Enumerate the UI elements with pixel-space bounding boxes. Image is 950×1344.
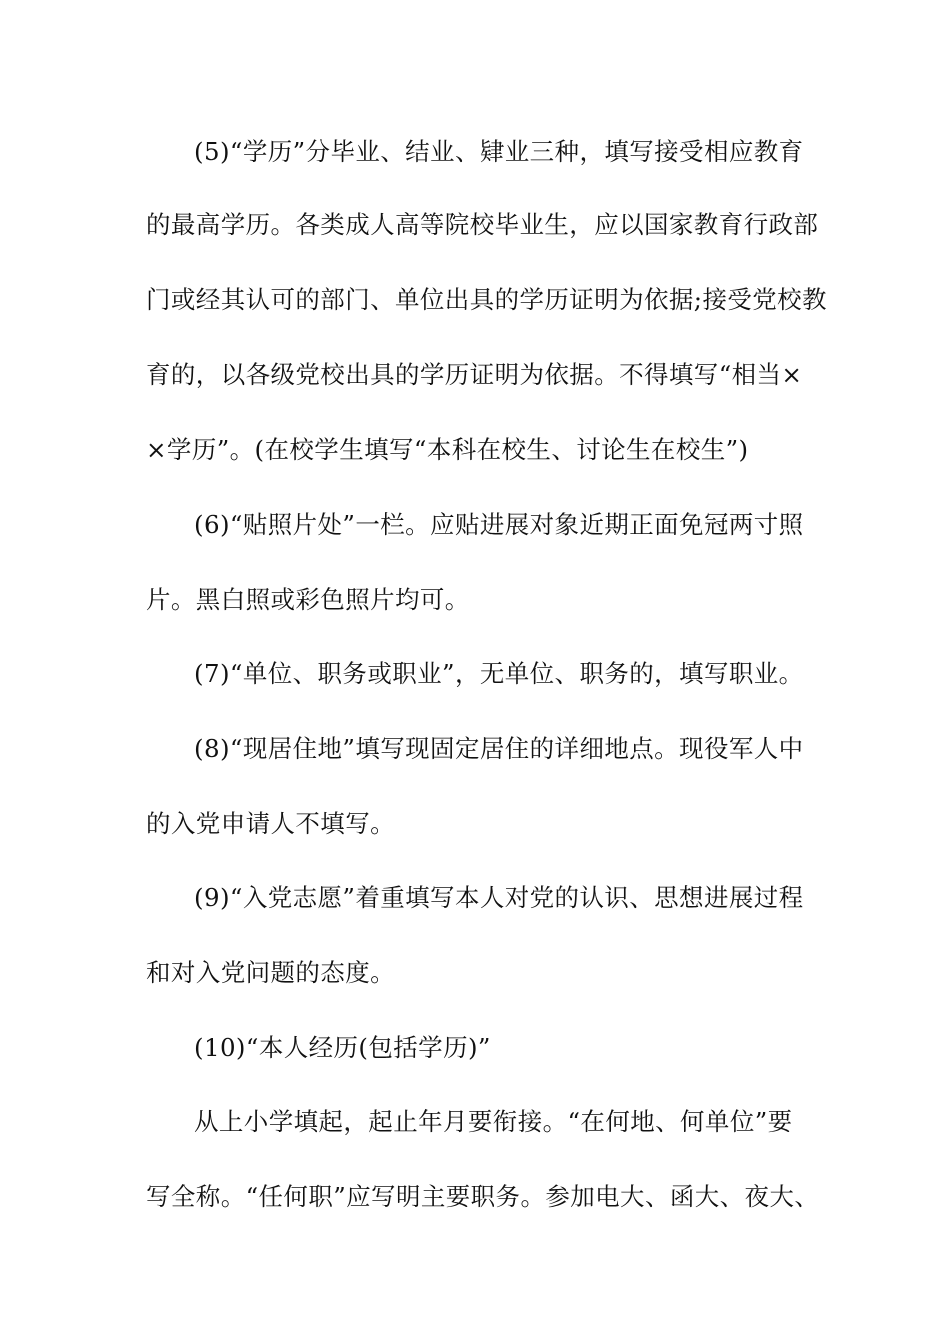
text-line: (7)“单位、职务或职业”，无单位、职务的，填写职业。 [194, 659, 804, 688]
text-line: 和对入党问题的态度。 [146, 958, 395, 987]
text-line: 的入党申请人不填写。 [146, 809, 395, 838]
text-line: 育的，以各级党校出具的学历证明为依据。不得填写“相当× [146, 360, 803, 389]
text-line: (5)“学历”分毕业、结业、肄业三种，填写接受相应教育 [194, 137, 804, 166]
text-line: 写全称。“任何职”应写明主要职务。参加电大、函大、夜大、 [146, 1182, 820, 1211]
text-line: 门或经其认可的部门、单位出具的学历证明为依据;接受党校教 [146, 285, 827, 314]
text-line: (10)“本人经历(包括学历)” [194, 1033, 491, 1062]
text-line: (9)“入党志愿”着重填写本人对党的认识、思想进展过程 [194, 883, 804, 912]
text-line: (6)“贴照片处”一栏。应贴进展对象近期正面免冠两寸照 [194, 510, 804, 539]
text-line: ×学历”。(在校学生填写“本科在校生、讨论生在校生”) [146, 435, 749, 464]
text-line: 片。黑白照或彩色照片均可。 [146, 585, 470, 614]
text-line: 从上小学填起，起止年月要衔接。“在何地、何单位”要 [194, 1107, 793, 1136]
text-line: 的最高学历。各类成人高等院校毕业生，应以国家教育行政部 [146, 210, 819, 239]
text-line: (8)“现居住地”填写现固定居住的详细地点。现役军人中 [194, 734, 804, 763]
